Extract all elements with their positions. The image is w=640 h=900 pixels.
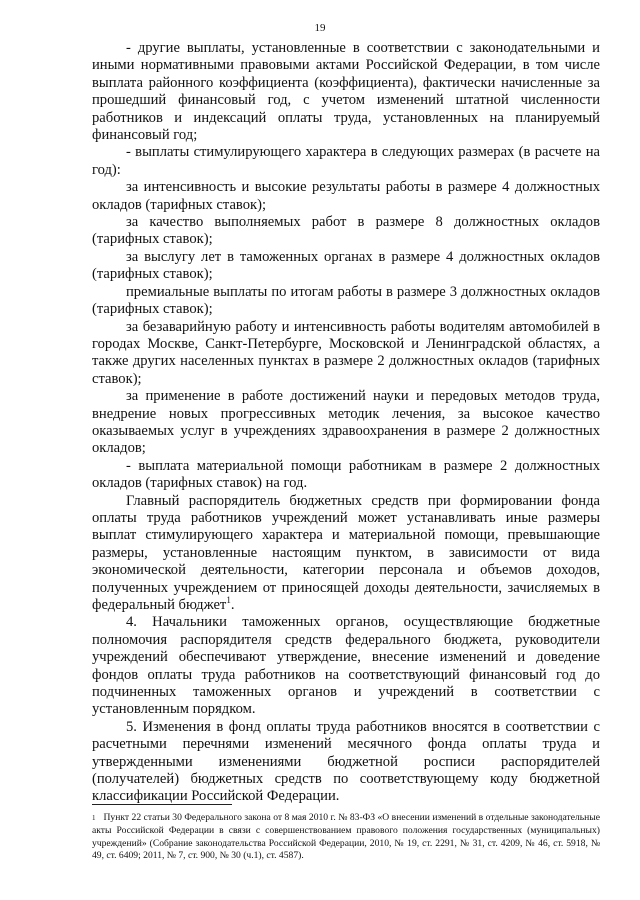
paragraph-premium-payments: премиальные выплаты по итогам работы в размере 3 должностных окладов (тарифных ставок); (92, 283, 600, 318)
footnote-marker: 1 (92, 814, 96, 822)
paragraph-chief-manager: Главный распорядитель бюджетных средств при формировании фонда оплаты труда работников учреждений может устанавливать иные размеры выплат стимулирующего характера и материальной помощи, превышающие размеры, установленные настоящим пунктом, в зависимости от вида экономической деятельности, категории персонала и объемов доходов, полученных учреждением от приносящей доходы деятельности, зачисляемых в федеральный бюджет$^1$. (92, 492, 600, 613)
paragraph-seniority-bonus: за выслугу лет в таможенных органах в размере 4 должностных окладов (тарифных ставок); (92, 248, 600, 283)
footnote-text: Пункт 22 статьи 30 Федерального закона от 8 мая 2010 г. № 83-ФЗ «О внесении изменений в отдельные законодательные акты Российской Федерации в связи с совершенствованием правового положения государственных (муниципальных) учреждений» (Собрание законодательства Российской Федерации, 2010, № 19, ст. 2291, № 31, ст. 4209, № 46, ст. 5918, № 49, ст. 6409; 2011, № 7, ст. 900, № 30 (ч.1), ст. 4587). (92, 812, 600, 862)
paragraph-intensity-bonus: за интенсивность и высокие результаты работы в размере 4 должностных окладов (тарифных ставок); (92, 179, 600, 213)
footnote-reference: 1 (226, 595, 231, 606)
paragraph-science-bonus: за применение в работе достижений науки и передовых методов труда, внедрение новых прогрессивных методик лечения, за высокое качество оказываемых услуг в учреждениях здравоохранения в размере 2 должностных окладов; (92, 388, 600, 457)
paragraph-chief-manager-text: Главный распорядитель бюджетных средств при формировании фонда оплаты труда работников учреждений может устанавливать иные размеры выплат стимулирующего характера и материальной помощи, превышающие размеры, установленные настоящим пунктом, в зависимости от вида экономической деятельности, категории персонала и объемов доходов, полученных учреждением от приносящей доходы деятельности, зачисляемых в федеральный бюджет (92, 492, 600, 613)
paragraph-drivers-bonus: за безаварийную работу и интенсивность работы водителям автомобилей в городах Москве, Санкт-Петербурге, Московской и Ленинградской областях, а также других населенных пунктах в размере 2 должностных окладов (тарифных ставок); (92, 318, 600, 387)
paragraph-other-payments: - другие выплаты, установленные в соответствии с законодательными и иными нормативными правовыми актами Российской Федерации, в том числе выплата районного коэффициента (коэффициента), фактически начисленные за прошедший финансовый год, с учетом изменений штатной численности работников и индексаций оплаты труда, установленных на планируемый финансовый год; (92, 40, 600, 144)
document-body (92, 40, 600, 806)
paragraph-item-5: 5. Изменения в фонд оплаты труда работников вносятся в соответствии с расчетными перечнями изменений месячного фонда оплаты труда и утвержденными изменениями бюджетной росписи распорядителей (получателей) бюджетных средств по соответствующему коду бюджетной классификации Российской Федерации. (92, 718, 600, 805)
paragraph-incentive-payments: - выплаты стимулирующего характера в следующих размерах (в расчете на год): (92, 144, 600, 178)
paragraph-material-aid: - выплата материальной помощи работникам в размере 2 должностных окладов (тарифных ставок) на год. (92, 457, 600, 492)
paragraph-quality-bonus: за качество выполняемых работ в размере 8 должностных окладов (тарифных ставок); (92, 214, 600, 248)
paragraph-item-4: 4. Начальники таможенных органов, осуществляющие бюджетные полномочия распорядителя средств федерального бюджета, руководители учреждений обеспечивают утверждение, внесение изменений и доведение фондов оплаты труда работников на соответствующий финансовый год до подчиненных таможенных органов и учреждений в соответствии с установленным порядком. (92, 614, 600, 718)
footnote (92, 812, 600, 863)
footnote-divider (92, 804, 232, 805)
page-number: 19 (314, 22, 326, 34)
